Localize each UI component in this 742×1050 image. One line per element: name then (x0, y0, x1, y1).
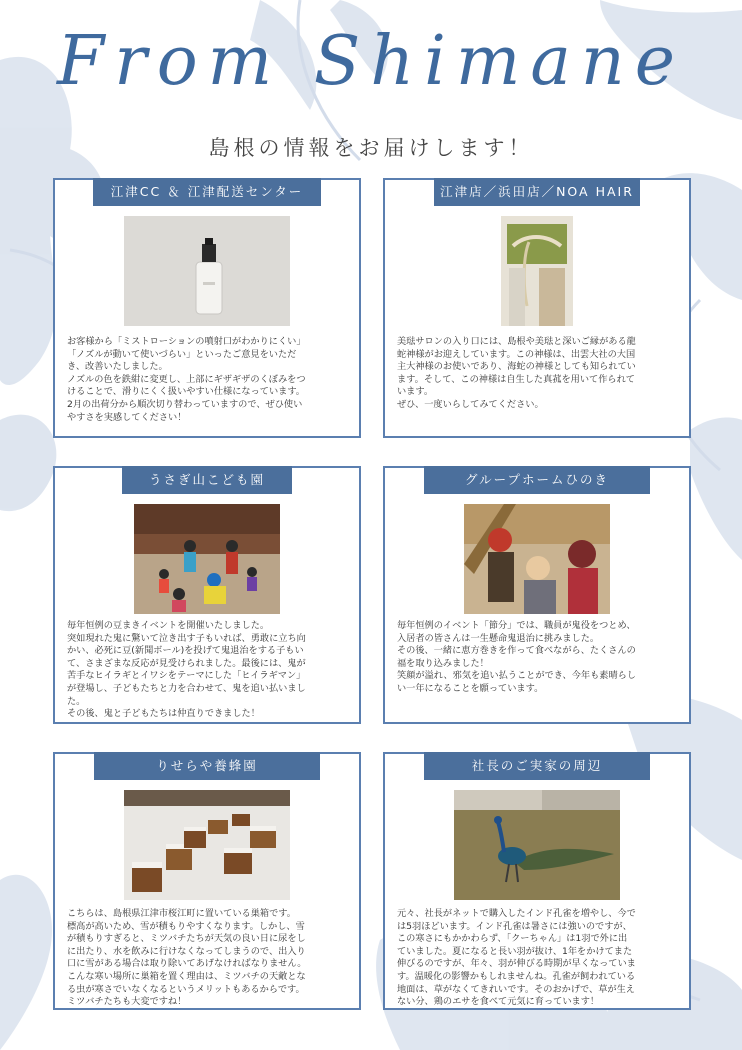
text-line: この寒さにもかかわらず、「クーちゃん」は1羽で外に出 (397, 933, 628, 945)
peacock-photo (454, 790, 620, 900)
section-text (397, 908, 677, 1009)
text-line: 主大神様のお使いであり、海蛇の神様としても知られてい (397, 361, 636, 373)
text-line: 毎年恒例のイベント「節分」では、職員が鬼役をつとめ、 (397, 620, 636, 631)
page-subtitle: 島根の情報をお届けします！ (208, 136, 534, 160)
text-line: ない分、鶏のエサを食べて元気に育っています！ (397, 996, 600, 1008)
text-line: かい、必死に豆(新聞ボール)を投げて鬼退治をする子もい (67, 645, 304, 657)
section-tag: 江津CC ＆ 江津配送センター (93, 178, 321, 206)
section-card-hinoki (383, 466, 691, 724)
text-line: に出たり、水を飲みに行けなくなってしまうので、出入り (67, 945, 306, 957)
product-photo (124, 216, 290, 326)
beehive-photo (124, 790, 290, 900)
text-line: ミツバチたちも大変ですね！ (67, 996, 187, 1008)
text-line: ぜひ、一度いらしてみてください。 (397, 398, 544, 410)
text-line: その後、鬼と子どもたちは仲直りできました！ (67, 708, 260, 720)
text-line: 蛇神様がお迎えしています。この神様は、出雲大社の大国 (397, 348, 636, 360)
section-tag: 江津店／浜田店／NOA HAIR (434, 178, 640, 206)
event-photo (134, 504, 280, 614)
text-line: やすさを実感してください！ (67, 411, 187, 423)
text-line: が登場し、子どもたちと力を合わせて、鬼を追い払いまし (67, 682, 306, 694)
text-line: た。 (67, 695, 86, 707)
text-line: ます。そして、この神様は自生した真菰を用いて作られて (397, 373, 635, 385)
text-line: 毎年恒例の豆まきイベントを開催いたしました。 (67, 620, 270, 631)
text-line: す。温暖化の影響かもしれませんね。孔雀が飼われている (397, 970, 636, 982)
section-text (397, 336, 677, 412)
section-tag: うさぎ山こども園 (122, 466, 292, 494)
text-line: 口に雪がある場合は取り除いてあげなければなりません。 (67, 958, 307, 970)
text-line: は5羽ほどいます。インド孔雀は暑さには強いのですが、 (397, 920, 632, 932)
text-line: 「ノズルが動いて使いづらい」といったご意見をいただ (67, 348, 297, 360)
text-line: 2月の出荷分から順次切り替わっていますので、ぜひ使い (67, 398, 303, 410)
section-card-riseraya (53, 752, 361, 1010)
section-text (397, 620, 677, 696)
section-tag: グループホームひのき (424, 466, 650, 494)
page-title: From Shimane (57, 22, 685, 101)
text-line: 標高が高いため、雪が積もりやすくなります。しかし、雪 (67, 920, 305, 932)
text-line: 元々、社長がネットで購入したインド孔雀を増やし、今で (397, 908, 636, 919)
text-line: き、改善いたしました。 (67, 361, 168, 373)
section-text (67, 620, 347, 721)
section-tag: 社長のご実家の周辺 (424, 752, 650, 780)
section-card-usagiyama (53, 466, 361, 724)
text-line: 突如現れた鬼に驚いて泣き出す子もいれば、勇敢に立ち向 (67, 632, 306, 644)
text-line: います。 (397, 386, 434, 398)
text-line: が積もりすぎると、ミツバチたちが天気の良い日に尿をし (67, 933, 306, 945)
text-line: 笑顔が溢れ、邪気を追い払うことができ、今年も素晴らし (397, 670, 637, 682)
text-line: ノズルの色を鉄紺に変更し、上部にギザギザのくぼみをつ (67, 373, 306, 385)
text-line: 地面は、草がなくてきれいです。そのおかげで、草が生え (397, 983, 635, 995)
salon-photo (501, 216, 573, 326)
section-text (67, 336, 347, 424)
text-line: る虫が寒さでいなくなるというメリットもあるからです。 (67, 983, 305, 995)
text-line: 美琺サロンの入り口には、島根や美琺と深いご縁がある龍 (397, 336, 636, 347)
text-line: 福を取り込みました！ (397, 657, 489, 669)
text-line: その後、一緒に恵方巻きを作って食べながら、たくさんの (397, 645, 636, 657)
section-card-egatsu-cc (53, 178, 361, 438)
text-line: ていました。夏になると長い羽が抜け、1年をかけてまた (397, 945, 633, 957)
text-line: 苦手なヒイラギとイワシをテーマにした「ヒイラギマン」 (67, 670, 306, 682)
text-line: こんな寒い場所に巣箱を置く理由は、ミツバチの天敵とな (67, 970, 306, 982)
text-line: い一年になることを願っています。 (397, 682, 544, 694)
section-card-salon (383, 178, 691, 438)
text-line: こちらは、島根県江津市桜江町に置いている巣箱です。 (67, 908, 296, 919)
section-card-president-home (383, 752, 691, 1010)
text-line: 伸びるのですが、年々、羽が伸びる時期が早くなっていま (397, 958, 636, 970)
section-text (67, 908, 347, 1009)
text-line: お客様から「ミストローションの噴射口がわかりにくい」 (67, 336, 306, 347)
text-line: て、さまざまな反応が見受けられました。最後には、鬼が (67, 657, 306, 669)
text-line: 入居者の皆さんは一生懸命鬼退治に挑みました。 (397, 632, 600, 644)
event-photo (464, 504, 610, 614)
text-line: けることで、滑りにくく扱いやすい仕様になっています。 (67, 386, 305, 398)
section-tag: りせらや養蜂園 (94, 752, 320, 780)
